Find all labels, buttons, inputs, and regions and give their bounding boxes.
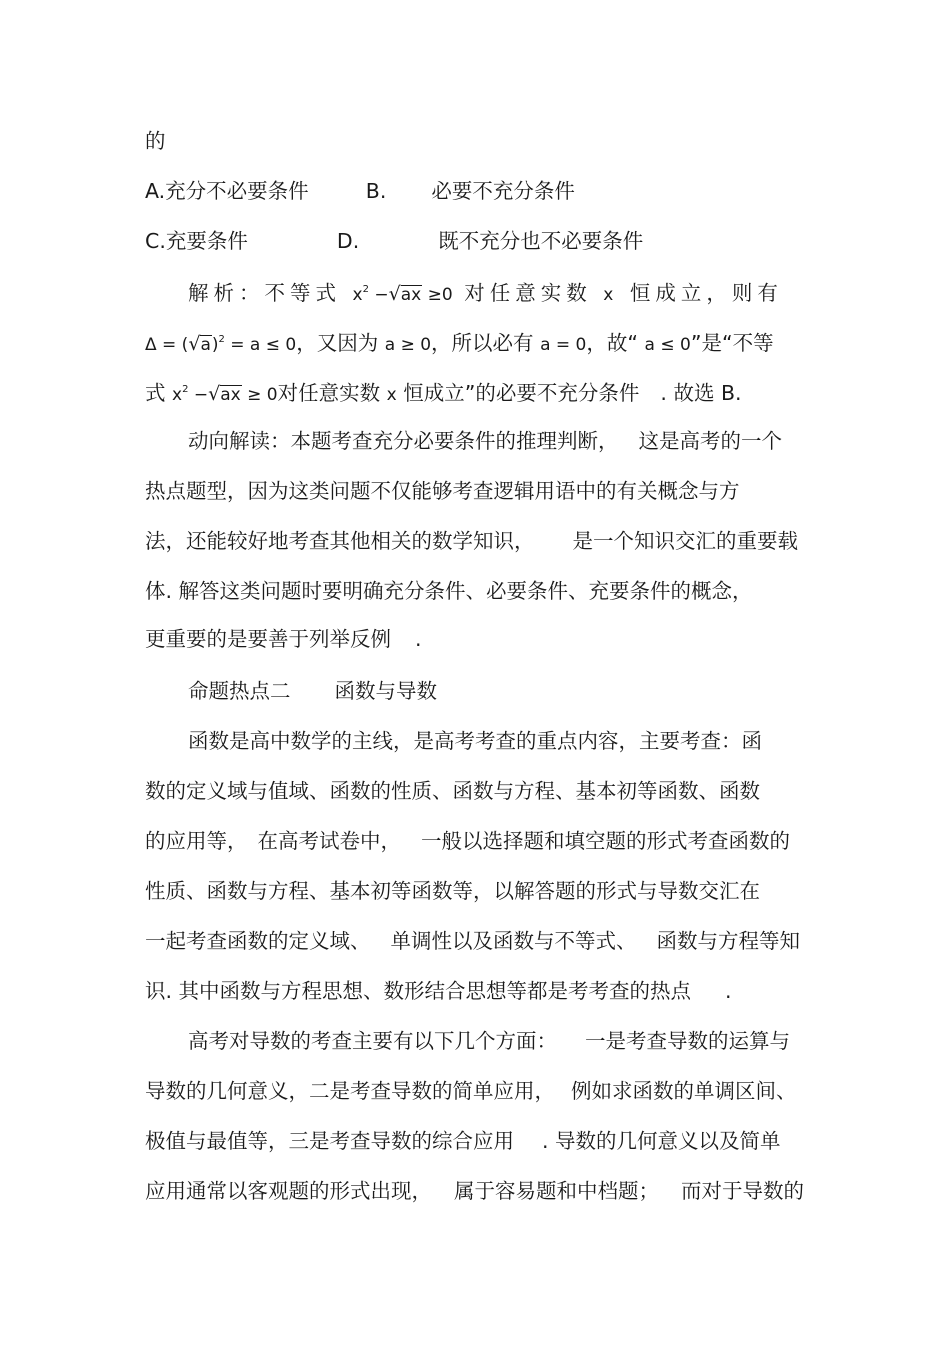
text-line: 性质、函数与方程、基本初等函数等，以解答题的形式与导数交汇在 [145, 879, 760, 903]
text-line: 法，还能较好地考查其他相关的数学知识， 是一个知识交汇的重要载 [145, 529, 798, 553]
option-b-letter: B. [365, 179, 387, 203]
text-line: 导数的几何意义，二是考查导数的简单应用， 例如求函数的单调区间、 [145, 1079, 797, 1103]
variable-x: x [386, 385, 397, 405]
line-text: 对任意实数 [464, 281, 592, 305]
text-line: 极值与最值等，三是考查导数的综合应用 . 导数的几何意义以及简单 [145, 1129, 781, 1153]
solution-label: 解析：不等式 [188, 281, 341, 305]
text-line: 体. 解答这类问题时要明确充分条件、必要条件、充要条件的概念， [145, 579, 753, 603]
option-c: C.充要条件 [145, 229, 248, 253]
option-d-letter: D. [336, 229, 360, 253]
option-line-a-b [145, 166, 825, 216]
line-text: 对任意实数 [277, 381, 381, 405]
math-inline: a ≤ 0 [644, 335, 691, 355]
text-line [145, 116, 825, 166]
text-line: 的应用等， 在高考试卷中， 一般以选择题和填空题的形式考查函数的 [145, 829, 790, 853]
math-inline: a ≥ 0 [384, 335, 432, 355]
option-a: A.充分不必要条件 [145, 179, 309, 203]
inequality-expression: $x^2 -√ax \ge 0$ [352, 283, 453, 305]
text-line: 高考对导数的考查主要有以下几个方面： 一是考查导数的运算与 [188, 1029, 790, 1053]
text-line: 应用通常以客观题的形式出现， 属于容易题和中档题； 而对于导数的 [145, 1179, 804, 1203]
section-heading [188, 666, 868, 716]
line-text: ，故“ [586, 331, 638, 355]
line-text: . 故选 [660, 381, 715, 405]
text-line: 更重要的是要善于列举反例 . [145, 627, 422, 651]
line-text: ，又因为 [296, 331, 379, 355]
inequality-expression: $x^2 -√ax \ge 0$ [172, 383, 278, 405]
text-line: 一起考查函数的定义域、 单调性以及函数与不等式、 函数与方程等知 [145, 929, 800, 953]
answer-letter: B. [720, 381, 742, 405]
text-line: 热点题型，因为这类问题不仅能够考查逻辑用语中的有关概念与方 [145, 479, 740, 503]
option-b-text: 必要不充分条件 [431, 179, 575, 203]
text-line: 函数是高中数学的主线，是高考考查的重点内容，主要考查：函 [188, 729, 762, 753]
line-text: 式 [145, 381, 166, 405]
solution-line-3 [145, 368, 825, 418]
text-line: 数的定义域与值域、函数的性质、函数与方程、基本初等函数、函数 [145, 779, 760, 803]
option-d-text: 既不充分也不必要条件 [438, 229, 644, 253]
text-line: 识. 其中函数与方程思想、数形结合思想等都是考考查的热点 . [145, 979, 732, 1003]
text-line: 动向解读：本题考查充分必要条件的推理判断， 这是高考的一个 [188, 429, 782, 453]
section-number: 命题热点二 [188, 679, 291, 703]
line-text: ，所以必有 [431, 331, 534, 355]
section-title: 函数与导数 [334, 679, 437, 703]
option-line-c-d [145, 216, 825, 266]
delta-expression: $\Delta = (√a)^2 = a \le 0$ [145, 333, 297, 355]
math-inline: a = 0 [540, 335, 587, 355]
line-text: 恒成立”的必要不充分条件 [403, 381, 640, 405]
solution-line-2 [145, 318, 825, 368]
line-text: 恒成立，则有 [629, 281, 783, 305]
line-text: 的 [145, 129, 166, 153]
solution-line-1 [188, 268, 868, 318]
variable-x: x [603, 285, 619, 305]
line-text: ”是“不等 [690, 331, 774, 355]
